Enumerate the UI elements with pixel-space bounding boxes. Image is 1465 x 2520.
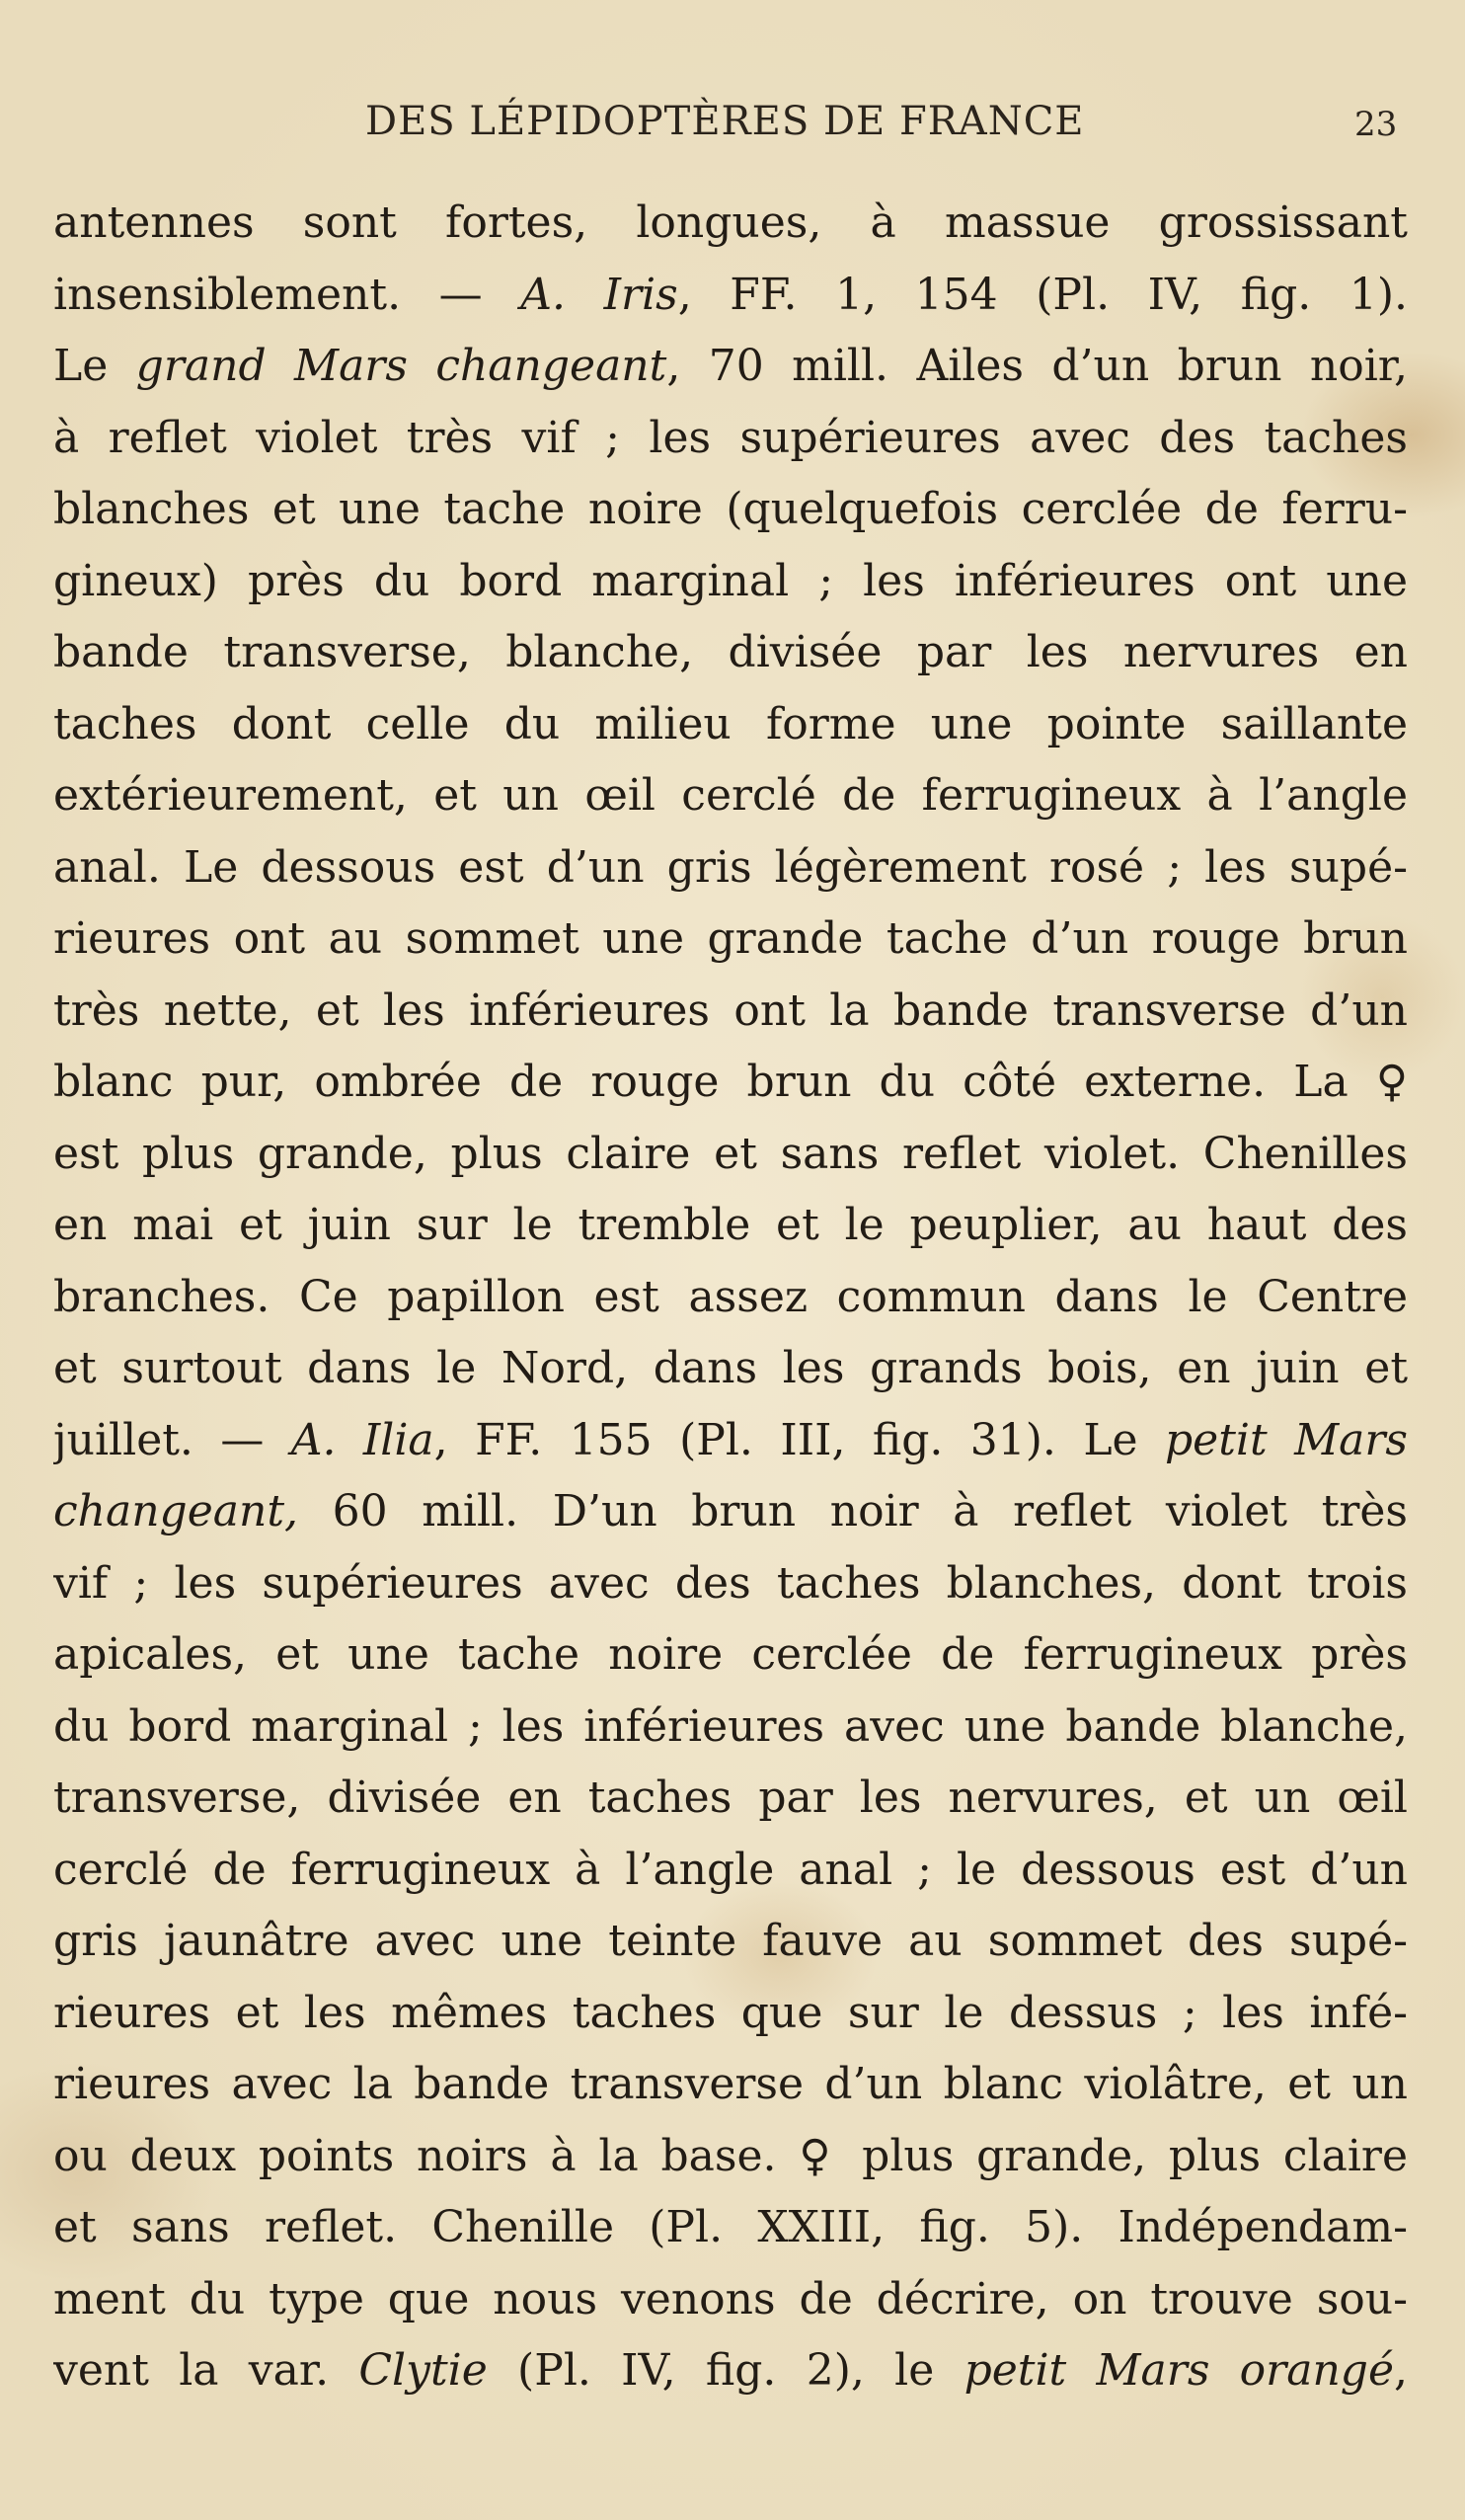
italic-text: grand Mars changeant xyxy=(135,341,667,391)
text-segment: , FF. 1, 154 (Pl. IV, fig. 1). xyxy=(677,269,1408,320)
text-line xyxy=(53,832,1408,905)
text-segment: à reflet violet très vif ; les supérieures avec des taches xyxy=(53,412,1408,463)
text-line xyxy=(53,1476,1408,1548)
italic-text: A. Ilia xyxy=(290,1414,434,1465)
text-line xyxy=(53,1619,1408,1692)
running-title: DES LÉPIDOPTÈRES DE FRANCE xyxy=(365,99,1085,144)
text-segment: , xyxy=(1393,2345,1408,2396)
text-line xyxy=(53,904,1408,976)
text-segment: apicales, et une tache noire cerclée de ferrugineux près xyxy=(53,1629,1408,1680)
text-line xyxy=(53,1047,1408,1119)
text-line xyxy=(53,546,1408,618)
text-line xyxy=(53,1190,1408,1262)
text-line xyxy=(53,2192,1408,2264)
text-segment: cerclé de ferrugineux à l’angle anal ; le dessous est d’un xyxy=(53,1844,1408,1895)
text-line xyxy=(53,1405,1408,1477)
text-segment: taches dont celle du milieu forme une pointe saillante xyxy=(53,698,1408,749)
text-segment: du bord marginal ; les inférieures avec une bande blanche, xyxy=(53,1700,1408,1752)
text-segment: ment du type que nous venons de décrire, on trouve sou- xyxy=(53,2273,1408,2324)
text-segment: insensiblement. — xyxy=(53,269,521,320)
italic-text: petit Mars xyxy=(1165,1414,1408,1465)
text-segment: très nette, et les inférieures ont la bande transverse d’un xyxy=(53,984,1408,1036)
text-segment: rieures avec la bande transverse d’un blanc violâtre, et un xyxy=(53,2059,1408,2109)
italic-text: changeant, xyxy=(53,1486,298,1536)
text-line xyxy=(53,1548,1408,1620)
text-segment: ou deux points noirs à la base. ♀ plus grande, plus claire xyxy=(53,2130,1408,2181)
text-line xyxy=(53,1978,1408,2050)
text-segment: est plus grande, plus claire et sans reflet violet. Chenilles xyxy=(53,1128,1408,1179)
text-segment: juillet. — xyxy=(53,1414,291,1465)
text-segment: en mai et juin sur le tremble et le peuplier, au haut des xyxy=(53,1200,1408,1250)
text-segment: extérieurement, et un œil cerclé de ferrugineux à l’angle xyxy=(53,770,1408,821)
text-line xyxy=(53,260,1408,332)
text-segment: et sans reflet. Chenille (Pl. XXIII, fig. 5). Indépendam- xyxy=(53,2202,1408,2252)
text-segment: rieures ont au sommet une grande tache d’un rouge brun xyxy=(53,913,1408,964)
text-line xyxy=(53,1119,1408,1191)
text-segment: (Pl. IV, fig. 2), le xyxy=(487,2345,964,2396)
text-segment: vif ; les supérieures avec des taches blanches, dont trois xyxy=(53,1557,1408,1609)
text-line xyxy=(53,689,1408,761)
text-segment: blanches et une tache noire (quelquefois cerclée de ferru- xyxy=(53,484,1408,534)
page-number: 23 xyxy=(1354,105,1398,144)
text-line xyxy=(53,2264,1408,2336)
text-line xyxy=(53,474,1408,546)
text-line xyxy=(53,2049,1408,2121)
text-segment: branches. Ce papillon est assez commun dans le Centre xyxy=(53,1271,1408,1322)
text-line xyxy=(53,188,1408,260)
text-line xyxy=(53,1835,1408,1907)
italic-text: petit Mars orangé xyxy=(964,2345,1394,2396)
text-line xyxy=(53,331,1408,403)
text-line xyxy=(53,617,1408,689)
text-segment: rieures et les mêmes taches que sur le dessus ; les infé- xyxy=(53,1987,1408,2038)
text-line xyxy=(53,403,1408,475)
text-segment: bande transverse, blanche, divisée par les nervures en xyxy=(53,627,1408,677)
text-line xyxy=(53,1692,1408,1764)
italic-text: A. Iris xyxy=(520,269,678,320)
text-line xyxy=(53,760,1408,832)
text-segment: , 70 mill. Ailes d’un brun noir, xyxy=(666,341,1408,391)
text-line xyxy=(53,1333,1408,1405)
text-line xyxy=(53,2335,1408,2407)
text-line xyxy=(53,976,1408,1048)
text-segment: 60 mill. D’un brun noir à reflet violet très xyxy=(298,1486,1408,1536)
text-segment: gris jaunâtre avec une teinte fauve au sommet des supé- xyxy=(53,1916,1408,1966)
text-line xyxy=(53,1262,1408,1334)
text-segment: transverse, divisée en taches par les nervures, et un œil xyxy=(53,1772,1408,1823)
text-segment: blanc pur, ombrée de rouge brun du côté externe. La ♀ xyxy=(53,1057,1408,1107)
text-segment: , FF. 155 (Pl. III, fig. 31). Le xyxy=(433,1414,1166,1465)
text-segment: antennes sont fortes, longues, à massue grossissant xyxy=(53,197,1408,248)
italic-text: Clytie xyxy=(358,2345,488,2396)
body-text xyxy=(53,188,1408,2407)
text-line xyxy=(53,2121,1408,2193)
text-segment: vent la var. xyxy=(53,2345,359,2396)
text-line xyxy=(53,1906,1408,1978)
text-segment: anal. Le dessous est d’un gris légèrement rosé ; les supé- xyxy=(53,841,1408,893)
text-segment: et surtout dans le Nord, dans les grands bois, en juin et xyxy=(53,1343,1408,1393)
text-segment: gineux) près du bord marginal ; les inférieures ont une xyxy=(53,555,1408,606)
text-segment: Le xyxy=(53,341,136,391)
running-head xyxy=(0,99,1465,168)
text-line xyxy=(53,1763,1408,1835)
